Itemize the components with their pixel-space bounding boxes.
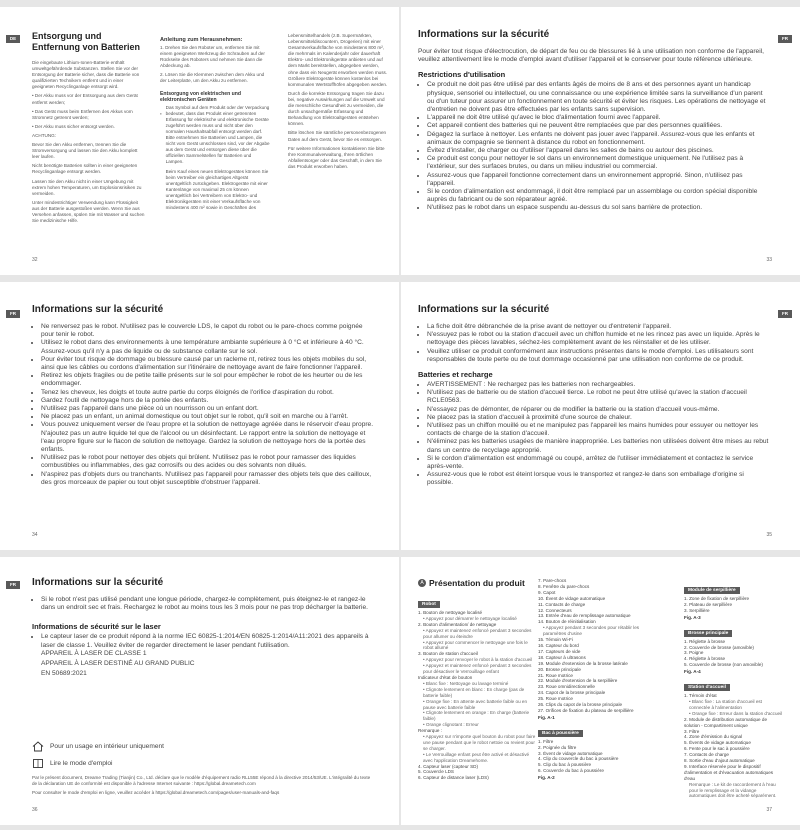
paragraph: Die eingebaute Lithium-Ionen-Batterie enthält umweltgefährdende Substanzen. Stellen Sie vor der Entsorgung der Batterie sicher, dass die Batterie von qualifizierten Technikern entfernt und in einer geeigneten Recyclinganlage entsorgt wird. [32,60,140,90]
part-item: 3. Filtre [684,728,700,734]
paragraph: Nicht benötigte Batterien sollten in einer geeigneten Recyclinganlage entsorgt werden. [32,163,138,175]
spread-2 [0,282,800,550]
part-item: • Le Verrouillage enfant peut être activé et désactivé avec l'application Dreamehome. [423,751,530,763]
bullet-item: • Ne placez pas la station d'accueil à proximité d'une source de chaleur. [427,414,770,422]
page-title: Informations sur la sécurité [32,577,164,588]
part-item: 4. Capteur laser (capteur SD) [418,763,478,769]
part-item: 9. Capot [538,589,556,595]
page-number: 34 [32,532,38,538]
part-item: 26. Clips du capot de la brosse principale [538,702,623,708]
part-item: • Appuyez et maintenez enfoncé pendant 3 secondes pour désactiver le Verrouillage enfant [423,663,532,675]
robot-label: Robot [418,601,440,608]
mop-module-label: Module de serpillière [684,587,740,594]
part-item: • Orange fixe : Erreur dans la station d'accueil [689,710,783,716]
bullet-item: • Utilisez le robot dans des environnements à une température ambiante supérieure à 0 °C et inférieure à 40 °C. Assurez-vous qu'il n'y a pas de liquide ou de substance collante sur le sol. [41,339,377,355]
page-37 [401,557,800,825]
bullet-item: • Pour éviter tout risque de dommage ou blessure causé par un racleme nt, retirez tous les objets mobiles du sol, ainsi que les câbles ou cordons d'alimentation sur l'itinéraire de nettoyage avant de faire fonctionner l'appareil. [41,356,377,372]
language-tag: FR [778,35,792,43]
part-item: Fig. A-4 [684,669,701,675]
part-item: 15. Témoin Wi-Fi [538,637,573,643]
page-number: 37 [766,807,772,813]
part-item: 4. Clip du couvercle du bac à poussière [538,756,619,762]
col1-text [32,60,146,224]
part-item: 2. Bouton d'alimentation/ de nettoyage [418,621,497,627]
paragraph: 1. Drehen Sie den Roboter um, entfernen Sie mit einem geeigneten Werkzeug die Schrauben auf der Rückseite des Roboters und nehmen Sie dann die Abdeckung ab. [160,45,265,69]
paragraph: • Der Akku muss vor der Entsorgung aus dem Gerät entfernt werden; [32,93,138,105]
base-station-label: Station d'accueil [684,684,730,691]
laser-line: EN 50689:2021 [41,670,87,678]
part-item: • Appuyez et maintenez enfoncé pendant 3 secondes pour allumer ou éteindre [423,627,532,639]
part-item: 6. Capteur de distance laser (LDS) [418,775,489,781]
bullet-item: • Si le cordon d'alimentation est endommagé, il doit être remplacé par un assemblage ou cordon spécial disponible auprès du fabricant ou de son réparateur agréé. [427,188,770,204]
part-item: Fig. A-1 [538,714,555,720]
part-item: 20. Brosse principale [538,666,581,672]
page-title: Informations sur la sécurité [418,29,550,40]
paragraph: Unter mindestrichtiger Verwendung kann Flüssigkeit aus der Batterie ausgestoßen werden. Wenn Sie aus Versehen anfassen, spülen Sie mit Wasser und suchen Sie medizinische Hilfe. [32,199,145,224]
bullet-item: • Vous pouvez uniquement verser de l'eau propre et la solution de nettoyage agréée dans le réservoir d'eau propre. N'ajoutez pas un autre liquide tel que de l'alcool ou un désinfectant. Le rapport entre la solution de nettoyage et l'eau propre figure sur le flacon de solution de nettoyage. Gardez la solution de nettoyage hors de la portée des enfants. [41,421,377,454]
part-item: 2. Module de distribution automatique de solution - Compartiment unique [684,716,767,728]
language-tag: DE [6,35,20,43]
part-item: • Appuyez sur n'importe quel bouton du robot pour faire une pause pendant que le robot nettoie ou revient pour se charger. [423,734,536,751]
part-item: 9. Interface réservée pour le dispositif d'alimentation et d'évacuation automatiques d'eau [684,763,774,781]
part-item: 13. Entrée d'eau de remplissage automatique [538,613,631,619]
page-title: Informations sur la sécurité [32,304,164,315]
paragraph: Bitte löschen Sie sämtliche personenbezogenen Daten auf dem Gerät, bevor Sie es entsorgen. [288,130,387,142]
laser-line: APPAREIL À LASER DESTINÉ AU GRAND PUBLIC [41,660,195,668]
part-item: 25. Roue motrice [538,696,573,702]
manual-url-text: Pour consulter le mode d'emploi en ligne, veuillez accéder à https://global.dreametech.com/pages/user-manuals-and-faqs [32,790,280,796]
bullet-item: • Le capteur laser de ce produit répond à la norme IEC 60825-1:2014/EN 60825-1:2014/A11:2021 des appareils à laser de classe 1. Veuillez éviter de regarder directement le laser pendant l'utilisation. [41,633,372,649]
bullet-item: • N'aspirez pas d'objets durs ou tranchants. N'utilisez pas l'appareil pour ramasser des objets tels que des cailloux, des gros morceaux de papier ou tout objet susceptible d'obstruer l'appareil. [41,471,377,487]
dust-bin-list [538,739,656,781]
part-item: 5. Couvercle de brosse (non amovible) [684,662,763,668]
page-title: Présentation du produit [429,578,525,588]
bullet-item: • AVERTISSEMENT : Ne rechargez pas les batteries non rechargeables. [427,381,770,389]
part-item: 10. Évent de vidage automatique [538,595,606,601]
col3-text [288,33,388,170]
part-item: 21. Roue motrice [538,672,573,678]
bullet-item: • Veuillez utiliser ce produit conformément aux instructions présentes dans le mode d'emploi. Les utilisateurs sont responsables de toute perte ou de tout dommage occasionné par une utilisation non conforme de ce produit. [427,348,770,364]
page-34 [0,282,399,550]
page-32 [0,7,399,275]
paragraph: • Das Gerät muss beim Entfernen des Akkus vom Stromnetz getrennt werden; [32,108,133,120]
page-number: 32 [32,257,38,263]
spread-1 [0,7,800,275]
part-item: 4. Zone d'émission du signal [684,734,743,740]
part-item: 5. Évents de vidage automatique [684,740,751,746]
robot-parts-list [418,610,536,781]
indoor-use-row [32,741,372,752]
robot-parts-list-2 [538,578,656,721]
bullet-item: • Assurez-vous que l'appareil fonctionne correctement dans un environnement approprié. Sinon, n'utilisez pas l'appareil. [427,172,770,188]
instructions-heading: Anleitung zum Herausnehmen: [160,37,243,43]
bullet-item: • Si le cordon d'alimentation est endommagé ou coupé, arrêtez de l'utiliser immédiatement et contactez le service après-vente. [427,455,770,471]
col-1 [32,31,146,227]
part-item: 5. Clip du bac à poussière [538,762,592,768]
part-item: 3. Poigne [684,650,704,656]
read-manual-label: Lire le mode d'emploi [50,760,113,767]
part-item: Fig. A-3 [684,614,701,620]
bullet-item: • Ne renversez pas le robot. N'utilisez pas le couvercle LDS, le capot du robot ou le pare-chocs comme poignée pour tenir le robot. [41,323,377,339]
paragraph: Das Symbol auf dem Produkt oder der Verpackung bedeutet, dass das Produkt einer getrennten Erfassung für elektrische und elektronische Geräte zugeführt werden muss und nicht über den normalen Haushaltsabfall entsorgt werden darf. Bitte entnehmen Sie Batterien und Lampen, die nicht vom Gerät umschlossen sind, vor der Abgabe aus dem Gerät und entsorgen diese über die offiziellen Sammelstellen für Batterien und Lampen. [165,104,270,165]
part-item: 11. Contacts de charge [538,601,586,607]
page-title: Entsorgung und Entfernung von Batterien [32,31,141,52]
bullet-list-2 [32,633,372,649]
weee-text [166,105,270,215]
page-number: 36 [32,807,38,813]
part-item: 17. Capteurs de vide [538,648,581,654]
product-col-1 [418,578,536,781]
part-item: 23. Roue omnidirectionnelle [538,684,595,690]
part-item: 2. Couvercle de brosse (amovible) [684,644,754,650]
weee-heading: Entsorgung von elektrischen und elektronischen Geräten [160,90,241,103]
part-item: 6. Couvercle du bac à poussière [538,768,604,774]
read-manual-row [32,758,372,769]
part-item: 1. Filtre [538,738,554,744]
laser-class-lines [32,650,372,679]
main-content [32,577,372,680]
part-item: • Clignote lentement en orange : En charge (batterie faible) [423,710,530,722]
bullet-list-2 [418,381,770,488]
paragraph: 2. Lösen Sie die Klemmen zwischen dem Akku und der Leiterplatte, um den Akku zu entfernen. [160,72,265,84]
col-3 [288,33,388,173]
house-icon [32,741,44,752]
bullet-item: • Dégagez la surface à nettoyer. Les enfants ne doivent pas jouer avec l'appareil. Assurez-vous que les enfants et animaux de compagnie se tiennent à distance du robot en fonctionnement. [427,131,770,147]
part-item: 7. Pare-chocs [538,578,567,583]
bullet-item: • N'utilisez pas l'appareil dans une pièce où un nourrisson ou un enfant dort. [41,405,377,413]
product-col-3 [684,578,784,799]
section-heading: Restrictions d'utilisation [418,70,506,80]
main-brush-list [684,639,784,675]
part-item: • Clignote lentement en blanc : En charge (pas de batterie faible) [423,686,525,698]
language-tag: FR [778,310,792,318]
part-item: • Appuyez pour commencer le nettoyage une fois le robot allumé [423,639,528,651]
bullet-list [418,81,770,212]
part-item: • Blanc fixe : Nettoyage ou lavage terminé [423,680,509,686]
part-item: Remarque : [418,728,443,734]
bullet-item: • N'utilisez pas le robot pour nettoyer des objets qui brûlent. N'utilisez pas le robot pour ramasser des liquides combustibles ou inflammables, des gaz corrosifs ou des acides ou des solvants non dilués. [41,454,377,470]
bullet-item: • Ne placez pas un enfant, un animal domestique ou tout objet sur le robot, qu'il soit en marche ou à l'arrêt. [41,413,377,421]
main-brush-label: Brosse principale [684,630,732,637]
bullet-item: • N'utilisez pas un chiffon mouillé ou et ne manipulez pas l'appareil les mains humides pour essuyer ou nettoyer les contacts de charge de la station d'accueil. [427,422,770,438]
paragraph: Lassen Sie den Akku nicht in einer Umgebung mit extrem hohen Temperaturen, um Explosionsrisiken zu vermeiden. [32,178,142,196]
part-item: 1. Bouton de nettoyage localisé [418,610,483,615]
part-item: • Orange fixe : En attente avec batterie faible ou en pause avec batterie faible [423,698,528,710]
part-item: 3. Bouton de station d'accueil [418,651,478,657]
bullet-item: • Cet appareil contient des batteries qui ne peuvent être remplacées que par des personnes qualifiées. [427,122,770,130]
part-item: 1. Témoin d'état [684,693,717,699]
bullet-item: • Ce produit est conçu pour nettoyer le sol dans un environnement domestique uniquement. Ne l'utilisez pas à l'extérieur, sur des surfaces brutes, ou dans un milieu industriel ou commercial. [427,155,770,171]
part-item: 14. Bouton de réinitialisation [538,619,596,625]
page-number: 33 [766,257,772,263]
part-item: 2. Plateau de serpillière [684,601,733,607]
bullet-list [32,596,372,612]
page-35 [401,282,800,550]
part-item: 27. Orifices de fixation du plateau de serpillière [538,707,634,713]
bullet-item: • Assurez-vous que le robot est éteint lorsque vous le transportez et rangez-le dans son emballage d'origine si possible. [427,471,770,487]
section-heading: Batteries et recharge [418,370,493,380]
part-item: • Appuyez pendant 3 secondes pour rétablir les paramètres d'usine [543,625,640,637]
bullet-item: • Gardez l'outil de nettoyage hors de la portée des enfants. [41,397,377,405]
product-col-2 [538,578,656,781]
paragraph: • Der Akku muss sicher entsorgt werden. [32,123,115,129]
main-content [418,29,770,213]
icons-block [32,741,372,799]
bullet-list [32,323,377,487]
mop-module-list [684,596,784,621]
spread-3 [0,557,800,825]
part-item: 16. Capteur du bord [538,642,579,648]
bullet-item: • Évitez d'installer, de charger ou d'utiliser l'appareil dans les salles de bains ou autour des piscines. [427,147,770,155]
paragraph: ACHTUNG: [32,132,56,138]
part-item: Remarque : Le kit de raccordement à l'eau pour le remplissage et la vidange automatiques doit être acheté séparément. [689,781,777,799]
part-item: 1. Réglette à brosse [684,638,726,644]
part-item: 8. Sortie d'eau d'ajout automatique [684,758,755,764]
bullet-list [418,323,770,364]
part-item: 4. Réglette à brosse [684,656,726,662]
part-item: Fig. A-2 [538,775,555,781]
part-item: 12. Connecteurs [538,607,572,613]
page-33 [401,7,800,275]
paragraph: Beim Kauf eines neuen Elektrogerätes können Sie beim Vertreiber ein gleichartiges Altgerät unentgeltlich zurückgeben. Elektrogeräte mit einer Kantenlänge von maximal 25 cm können unentgeltlich bei Vertreibern von Elektro- und Elektronikgeräten mit einer Verkaufsfläche von mindestens 400 m² sowie in Geschäften des [165,168,269,211]
bullet-item: • La fiche doit être débranchée de la prise avant de nettoyer ou d'entretenir l'appareil. [427,323,770,331]
part-item: 8. Fenêtre du pare-chocs [538,583,590,589]
part-item: 18. Capteur à ultrasons [538,654,586,660]
bullet-item: • Retirez les objets fragiles ou de petite taille présents sur le sol pour empêcher le robot de les heurter ou de les endommager. [41,372,377,388]
page-title: Informations sur la sécurité [418,304,550,315]
part-item: 6. Fente pour le sac à poussière [684,746,750,752]
base-station-list [684,693,784,799]
declaration-text: Par le présent document, Dreame Trading (Tianjin) Co., Ltd. déclare que le modèle d'équipement radio RLL55E répond à la directive 2014/53/UE. L'intégralité du texte de la déclaration UE de conformité est disponible à l'adresse Internet suivante : https://global.dreametech.com [32,775,371,787]
bullet-item: • N'utilisez pas le robot dans un espace suspendu au-dessus du sol sans barrière de protection. [427,204,770,212]
part-item: • Orange clignotant : Erreur [423,722,479,728]
part-item: 7. Contacts de charge [684,752,729,758]
section-marker-icon: A [418,579,426,587]
col2-text [160,45,270,85]
language-tag: FR [6,310,20,318]
part-item: 1. Zone de fixation de serpillière [684,596,750,601]
bullet-item: • Ce produit ne doit pas être utilisé par des enfants âgés de moins de 8 ans et des personnes ayant un handicap physique, sensoriel ou intellectuel, ou une connaissance ou une expérience limitée sans la surveillance d'un parent ou d'un tuteur pour assurer un fonctionnement en toute sécurité et éviter les risques. Les opérations de nettoyage et d'entretien ne doivent pas être effectuées par les enfants sans supervision. [427,81,770,114]
paragraph: Bevor Sie den Akku entfernen, trennen Sie die Stromversorgung und lassen Sie den Akku komplett leer laufen. [32,142,138,160]
part-item: 24. Capot de la brosse principale [538,690,606,696]
part-item: • Blanc fixe : La station d'accueil est connectée à l'alimentation [689,698,762,710]
bullet-item: • N'essayez pas de démonter, de réparer ou de modifier la batterie ou la station d'accueil vous-même. [427,406,770,414]
paragraph: Für weitere Informationen kontaktieren Sie bitte Ihre Kommunalverwaltung, Ihren örtlichen Abfallentsorger oder das Geschäft, in dem Sie das Produkt erworben haben. [288,145,385,169]
dust-bin-label: Bac à poussière [538,730,583,737]
page-number: 35 [766,532,772,538]
paragraph: Lebensmittelhandels (z.B. Supermärkten, Lebensmitteldiscountern, Drogerien) mit einer Gesamtverkaufsfläche von mindestens 800 m², die mehrmals im Kalenderjahr oder dauerhaft Elektro- und Elektronikgeräte anbieten und auf dem Markt bereitstellen, abgegeben werden, ohne dass ein Neugerät erworben werden muss. Größere Elektrogeräte können kostenlos bei kommunalen Wertstoffhöfen abgegeben werden. [288,33,388,87]
part-item: Indicateur d'état de bouton [418,674,473,680]
intro-text: Pour éviter tout risque d'électrocution, de départ de feu ou de blessures lié à une utilisation non conforme de l'appareil, veuillez attentivement lire le mode d'emploi avant d'utiliser l'appareil et le conserver pour toute référence ultérieure. [418,48,764,64]
part-item: 3. Évent de vidage automatique [538,750,603,756]
paragraph: Durch die korrekte Entsorgung tragen Sie dazu bei, negative Auswirkungen auf die Umwelt und die menschliche Gesundheit zu vermeiden, die durch unsachgemäße Erfassung und Behandlung von Elektroaltgeräten entstehen können. [288,90,385,127]
language-tag: FR [6,581,20,589]
bullet-item: • N'utilisez pas de batterie ou de station d'accueil tierce. Le robot ne peut être utilisé qu'avec la station d'accueil RCLE0563. [427,389,770,405]
main-content [418,304,770,488]
indoor-use-label: Pour un usage en intérieur uniquement [50,743,165,750]
book-icon [32,758,44,769]
part-item: 5. Couvercle LDS [418,769,455,775]
part-item: 2. Poignée du filtre [538,744,577,750]
section-heading: Informations de sécurité sur le laser [32,622,161,632]
laser-line: APPAREIL À LASER DE CLASSE 1 [41,649,147,657]
crossed-bin-icon [160,105,162,123]
main-content [32,304,377,487]
bullet-item: • N'essuyez pas le robot ou la station d'accueil avec un chiffon humide et ne les rincez pas avec un liquide. Après le nettoyage des pièces lavables, séchez-les complètement avant de les réinstaller et de les utiliser. [427,331,770,347]
part-item: 3. Serpillière [684,607,710,613]
part-item: • Appuyez pour démarrer le nettoyage localisé [423,615,517,621]
part-item: 19. Module d'extension de la brosse latérale [538,660,628,666]
page-36 [0,557,399,825]
bullet-item: • Si le robot n'est pas utilisé pendant une longue période, chargez-le complètement, puis éteignez-le et rangez-le dans un endroit sec et frais. Rechargez le robot au moins tous les 3 mois pour ne pas trop décharger la batterie. [41,596,372,612]
part-item: • Appuyez pour renvoyer le robot à la station d'accueil [423,657,533,663]
part-item: 22. Module d'extension de la serpillière [538,678,618,684]
col-2 [160,33,270,214]
bullet-item: • L'appareil ne doit être utilisé qu'avec le bloc d'alimentation fourni avec l'appareil. [427,114,770,122]
bullet-item: • N'éliminez pas les batteries usagées de manière inappropriée. Les batteries non utilisées doivent être mises au rebut dans un centre de recyclage approprié. [427,438,770,454]
bullet-item: • Tenez les cheveux, les doigts et toute autre partie du corps éloignés de l'orifice d'aspiration du robot. [41,389,377,397]
